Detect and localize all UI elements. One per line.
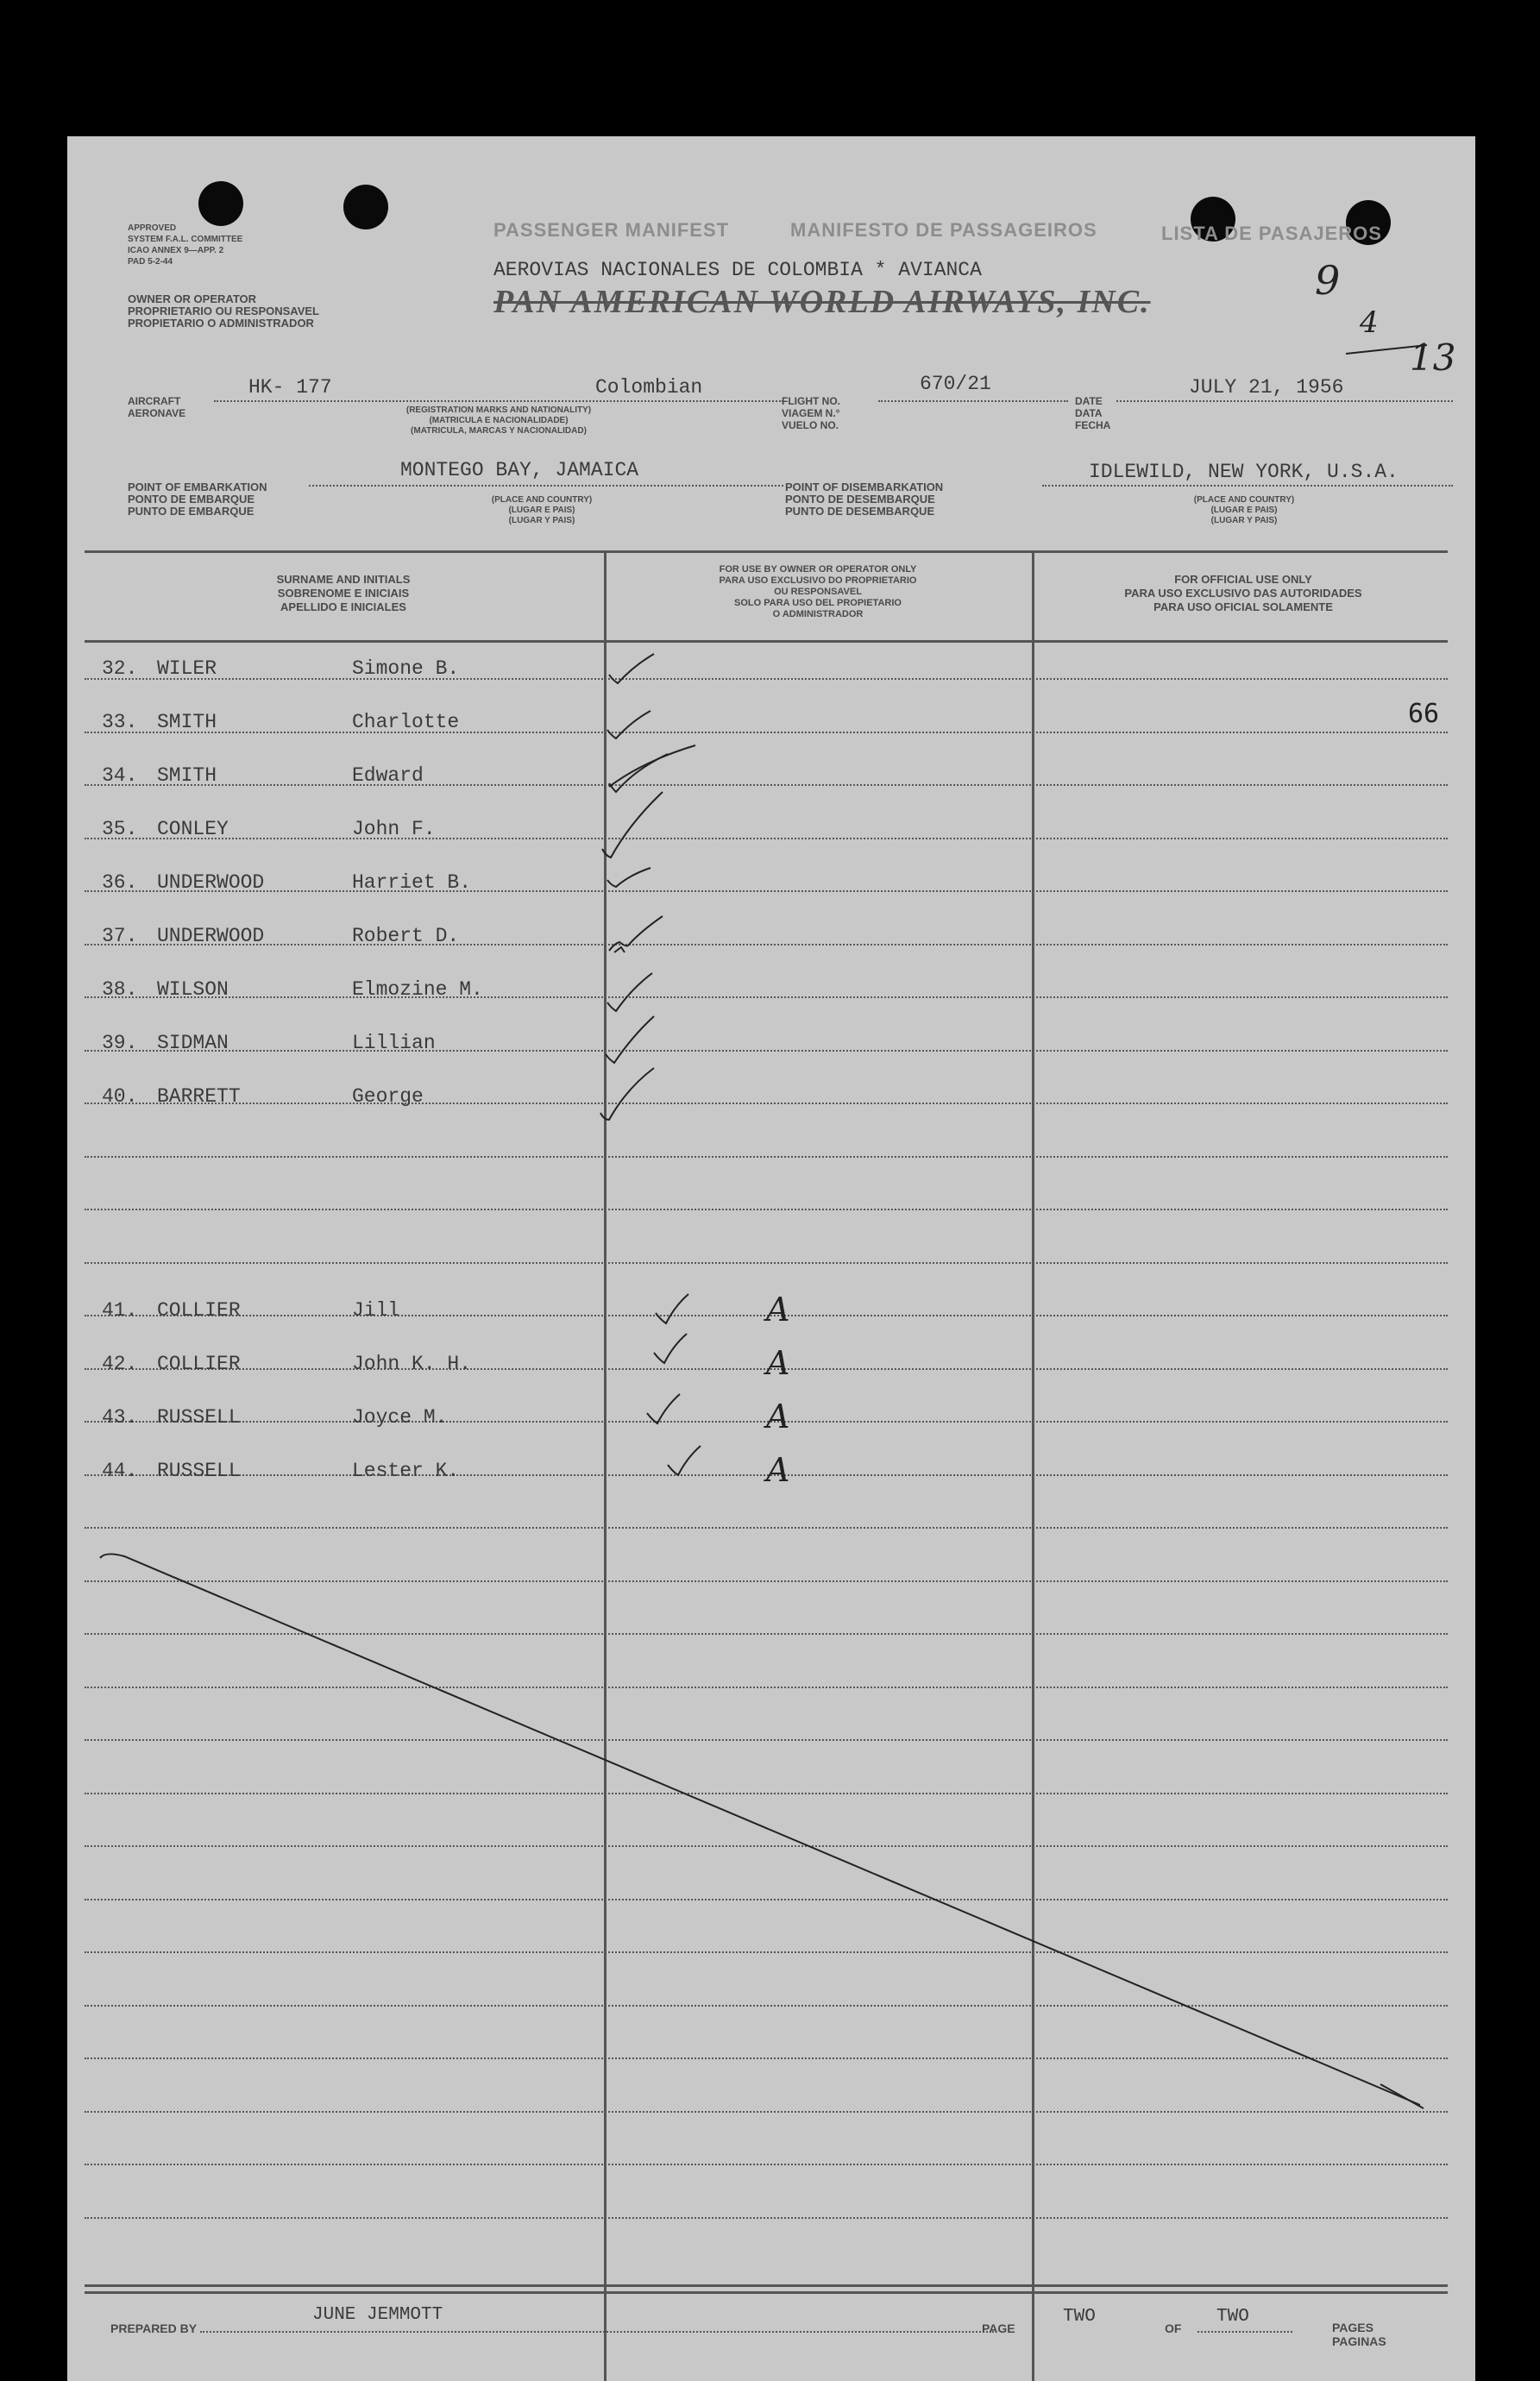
- handwritten-13: 13: [1410, 336, 1456, 379]
- pages-label: PAGES PAGINAS: [1332, 2321, 1386, 2348]
- passenger-number: 32.: [102, 657, 138, 680]
- passenger-surname: UNDERWOOD: [157, 871, 265, 894]
- airline-printed-struck: PAN AMERICAN WORLD AIRWAYS, INC.: [493, 284, 1151, 320]
- passenger-number: 40.: [102, 1085, 138, 1108]
- passenger-given-name: Charlotte: [352, 711, 460, 733]
- passenger-given-name: Lester K.: [352, 1460, 460, 1482]
- passenger-number: 34.: [102, 764, 138, 787]
- passenger-given-name: Simone B.: [352, 657, 460, 680]
- handwritten-mark: A: [766, 1398, 790, 1436]
- embarkation-value: MONTEGO BAY, JAMAICA: [400, 459, 639, 481]
- checkmark: [602, 792, 663, 858]
- passenger-given-name: John F.: [352, 818, 436, 840]
- passenger-given-name: Joyce M.: [352, 1406, 448, 1429]
- col-header-official: FOR OFFICIAL USE ONLY PARA USO EXCLUSIVO DAS AUTORIDADES PARA USO OFICIAL SOLAMENTE: [1124, 573, 1362, 613]
- of-value: TWO: [1216, 2307, 1249, 2327]
- of-underline: [1197, 2331, 1292, 2333]
- passenger-surname: RUSSELL: [157, 1406, 241, 1429]
- nationality-value: Colombian: [595, 376, 703, 399]
- checkmark: [609, 745, 695, 787]
- passenger-surname: COLLIER: [157, 1353, 241, 1375]
- passenger-given-name: George: [352, 1085, 424, 1108]
- cancel-diagonal-line: [100, 1554, 1420, 2105]
- checkmark: [607, 711, 651, 738]
- airline-typed: AEROVIAS NACIONALES DE COLOMBIA * AVIANCA: [493, 259, 982, 281]
- prepared-by-label: PREPARED BY: [110, 2321, 198, 2335]
- handwritten-mark: A: [766, 1344, 790, 1382]
- page-label: PAGE: [982, 2321, 1015, 2335]
- flight-no-value: 670/21: [920, 373, 991, 395]
- disembarkation-value: IDLEWILD, NEW YORK, U.S.A.: [1089, 461, 1399, 483]
- of-label: OF: [1165, 2321, 1182, 2335]
- embark-label: POINT OF EMBARKATION PONTO DE EMBARQUE PUNTO DE EMBARQUE: [128, 481, 267, 518]
- checkmark: [607, 868, 651, 887]
- disembark-place-caption: (PLACE AND COUNTRY) (LUGAR E PAIS) (LUGAR Y PAIS): [1193, 495, 1295, 525]
- date-value: JULY 21, 1956: [1189, 376, 1344, 399]
- cancel-line-tail: [1380, 2084, 1424, 2108]
- checkmark: [647, 1394, 680, 1423]
- checkmark: [609, 916, 663, 951]
- passenger-number: 35.: [102, 818, 138, 840]
- manifest-sheet: [67, 136, 1475, 2381]
- passenger-given-name: Lillian: [352, 1032, 436, 1054]
- passenger-surname: SMITH: [157, 764, 217, 787]
- col-header-names: SURNAME AND INITIALS SOBRENOME E INICIAIS APELLIDO E INICIALES: [276, 573, 411, 613]
- handwritten-9: 9: [1315, 257, 1341, 304]
- bottom-double-rule: [85, 2284, 1448, 2287]
- passenger-given-name: Harriet B.: [352, 871, 472, 894]
- approval-block: APPROVED SYSTEM F.A.L. COMMITTEE ICAO ANNEX 9—APP. 2 PAD 5-2-44: [128, 223, 243, 267]
- checkmark: [606, 1016, 654, 1063]
- passenger-surname: COLLIER: [157, 1299, 241, 1322]
- passenger-given-name: Jill: [352, 1299, 400, 1322]
- checkmark: [607, 973, 652, 1011]
- owner-checkmarks: [67, 136, 1475, 2381]
- passenger-number: 39.: [102, 1032, 138, 1054]
- passenger-surname: RUSSELL: [157, 1460, 241, 1482]
- checkmark: [668, 1446, 701, 1475]
- passenger-surname: CONLEY: [157, 818, 229, 840]
- title-en: PASSENGER MANIFEST: [493, 219, 730, 241]
- registration-value: HK- 177: [248, 376, 332, 399]
- prepared-underline: [200, 2331, 994, 2333]
- official-count: 66: [1408, 699, 1440, 729]
- passenger-surname: BARRETT: [157, 1085, 241, 1108]
- passenger-surname: WILER: [157, 657, 217, 680]
- prepared-by-value: JUNE JEMMOTT: [312, 2305, 443, 2325]
- page-value: TWO: [1063, 2307, 1096, 2327]
- checkmark: [609, 654, 654, 683]
- passenger-number: 44.: [102, 1460, 138, 1482]
- passenger-surname: WILSON: [157, 978, 229, 1001]
- passenger-number: 41.: [102, 1299, 138, 1322]
- handwritten-mark: A: [766, 1291, 790, 1329]
- title-pt: MANIFESTO DE PASSAGEIROS: [790, 219, 1097, 241]
- aircraft-label: AIRCRAFT AERONAVE: [128, 395, 186, 419]
- passenger-surname: SIDMAN: [157, 1032, 229, 1054]
- passenger-number: 33.: [102, 711, 138, 733]
- embark-place-caption: (PLACE AND COUNTRY) (LUGAR E PAIS) (LUGAR Y PAIS): [491, 495, 593, 525]
- passenger-given-name: Edward: [352, 764, 424, 787]
- handwritten-mark: A: [766, 1451, 790, 1489]
- passenger-surname: SMITH: [157, 711, 217, 733]
- checkmark: [614, 947, 625, 952]
- passenger-given-name: Robert D.: [352, 925, 460, 947]
- passenger-given-name: Elmozine M.: [352, 978, 483, 1001]
- checkmark: [609, 754, 668, 792]
- checkmark: [600, 1068, 654, 1120]
- passenger-number: 36.: [102, 871, 138, 894]
- owner-operator-label: OWNER OR OPERATOR PROPRIETARIO OU RESPONSAVEL PROPIETARIO O ADMINISTRADOR: [128, 292, 319, 330]
- flight-label: FLIGHT NO. VIAGEM N.° VUELO NO.: [782, 395, 840, 431]
- checkmark: [654, 1334, 687, 1363]
- col-header-owner: FOR USE BY OWNER OR OPERATOR ONLY PARA USO EXCLUSIVO DO PROPRIETARIO OU RESPONSAVEL SOLO PARA USO DEL PROPIETARIO O ADMINISTRADOR: [719, 564, 917, 619]
- passenger-given-name: John K. H.: [352, 1353, 472, 1375]
- disembark-label: POINT OF DISEMBARKATION PONTO DE DESEMBARQUE PUNTO DE DESEMBARQUE: [785, 481, 944, 518]
- passenger-surname: UNDERWOOD: [157, 925, 265, 947]
- passenger-number: 43.: [102, 1406, 138, 1429]
- title-es: LISTA DE PASAJEROS: [1161, 223, 1382, 244]
- date-label: DATE DATA FECHA: [1075, 395, 1111, 431]
- handwritten-4: 4: [1360, 305, 1379, 340]
- passenger-number: 38.: [102, 978, 138, 1001]
- registration-caption: (REGISTRATION MARKS AND NATIONALITY) (MATRICULA E NACIONALIDADE) (MATRICULA, MARCAS Y NACIONALIDAD): [405, 405, 592, 436]
- bottom-double-rule: [85, 2291, 1448, 2294]
- passenger-number: 42.: [102, 1353, 138, 1375]
- passenger-number: 37.: [102, 925, 138, 947]
- checkmark: [656, 1294, 688, 1323]
